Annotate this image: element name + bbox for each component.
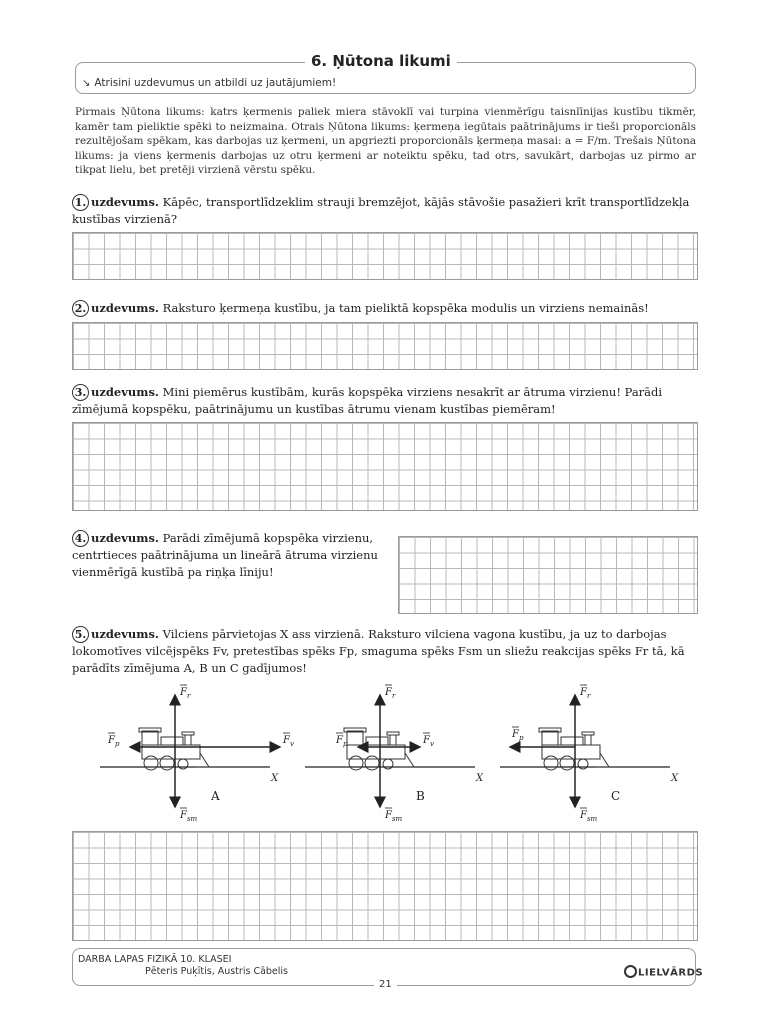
answer-grid-5[interactable] (72, 831, 698, 941)
task-5 (72, 626, 698, 677)
page-title: 6. Ņūtona likumi (305, 52, 457, 70)
publisher-logo (624, 966, 703, 979)
force-label-left: $F_p$ (336, 735, 348, 748)
force-diagram-b (305, 685, 484, 823)
task-text: Kāpēc, transportlīdzeklim strauji bremzējot, kājās stāvošie pasažieri krīt transportlīdzekļa kustības virzienā? (72, 195, 690, 226)
answer-grid-3[interactable] (72, 422, 698, 511)
task-label: uzdevums. (91, 195, 159, 209)
axis-label: X (671, 773, 679, 784)
case-label: C (611, 789, 621, 803)
train-icon (139, 728, 209, 770)
page-number: 21 (374, 979, 397, 990)
force-label-right: $F_v$ (283, 735, 294, 748)
force-label-up: $F_r$ (180, 687, 191, 700)
answer-grid-1[interactable] (72, 232, 698, 280)
task-number: 4. (72, 530, 89, 547)
force-label-left: $F_p$ (512, 729, 524, 742)
train-icon (344, 728, 414, 770)
book-series: DARBA LAPAS FIZIKĀ 10. KLASEI (78, 954, 232, 965)
intro-paragraph: Pirmais Ņūtona likums: katrs ķermenis paliek miera stāvoklī vai turpina vienmērīgu taisnlīnijas kustību tikmēr, kamēr tam pieliktie spēki to neizmaina. Otrais Ņūtona likums: ķermeņa iegūtais paātrinājums ir tieši proporcionāls rezultējošam spēkam, kas darbojas uz ķermeni, un apgriezti proporcionāls ķermeņa masai: a = F/m. Trešais Ņūtona likums: ja viens ķermenis darbojas uz otru ķermeni ar noteiktu spēku, tad otrs, savukārt, darbojas uz pirmo ar tikpat lielu, bet pretēji virzienā vērstu spēku. (75, 106, 696, 177)
task-number: 3. (72, 384, 89, 401)
book-authors: Pēteris Puķītis, Austris Cābelis (145, 966, 289, 977)
task-text: Vilciens pārvietojas X ass virzienā. Raksturo vilciena vagona kustību, ja uz to darbojas lokomotīves vilcējspēks Fv, pretestības spēks Fp, smaguma spēks Fsm un sliežu reakcijas spēks Fr tā, kā parādīts zīmējuma A, B un C gadījumos! (72, 627, 685, 675)
force-diagram-c (500, 685, 679, 823)
force-label-left: $F_p$ (108, 735, 120, 748)
force-diagrams (95, 675, 679, 825)
arrow-down-right-icon: ↘ (82, 78, 91, 89)
task-1 (72, 194, 696, 228)
force-label-down: $F_{sm}$ (180, 810, 198, 823)
task-number: 1. (72, 194, 89, 211)
task-label: uzdevums. (91, 385, 159, 399)
train-icon (539, 728, 609, 770)
force-label-up: $F_r$ (385, 687, 396, 700)
task-label: uzdevums. (91, 301, 159, 315)
task-label: uzdevums. (91, 531, 159, 545)
force-diagram-a (100, 685, 294, 823)
task-label: uzdevums. (91, 627, 159, 641)
task-text: Mini piemērus kustībām, kurās kopspēka virziens nesakrīt ar ātruma virzienu! Parādi zīmējumā kopspēku, paātrinājumu un kustības ātrumu vienam kustības piemēram! (72, 385, 663, 416)
task-number: 2. (72, 300, 89, 317)
task-text: Parādi zīmējumā kopspēka virzienu, centrtieces paātrinājuma un lineārā ātruma virzienu vienmērīgā kustībā pa riņķa līniju! (72, 531, 378, 579)
instruction-line (82, 77, 336, 89)
axis-label: X (271, 773, 279, 784)
task-text: Raksturo ķermeņa kustību, ja tam pieliktā kopspēka modulis un virziens nemainās! (162, 301, 649, 315)
force-label-down: $F_{sm}$ (580, 810, 598, 823)
task-2 (72, 300, 696, 317)
instruction-text: Atrisini uzdevumus un atbildi uz jautājumiem! (94, 77, 337, 89)
axis-label: X (476, 773, 484, 784)
case-label: B (416, 789, 425, 803)
case-label: A (211, 789, 220, 803)
task-4 (72, 530, 390, 581)
publisher-icon (624, 965, 637, 978)
answer-grid-4[interactable] (398, 536, 698, 614)
answer-grid-2[interactable] (72, 322, 698, 370)
task-3 (72, 384, 696, 418)
publisher-name: LIELVĀRDS (638, 967, 704, 979)
force-label-up: $F_r$ (580, 687, 591, 700)
task-number: 5. (72, 626, 89, 643)
force-label-right: $F_v$ (423, 735, 434, 748)
force-label-down: $F_{sm}$ (385, 810, 403, 823)
